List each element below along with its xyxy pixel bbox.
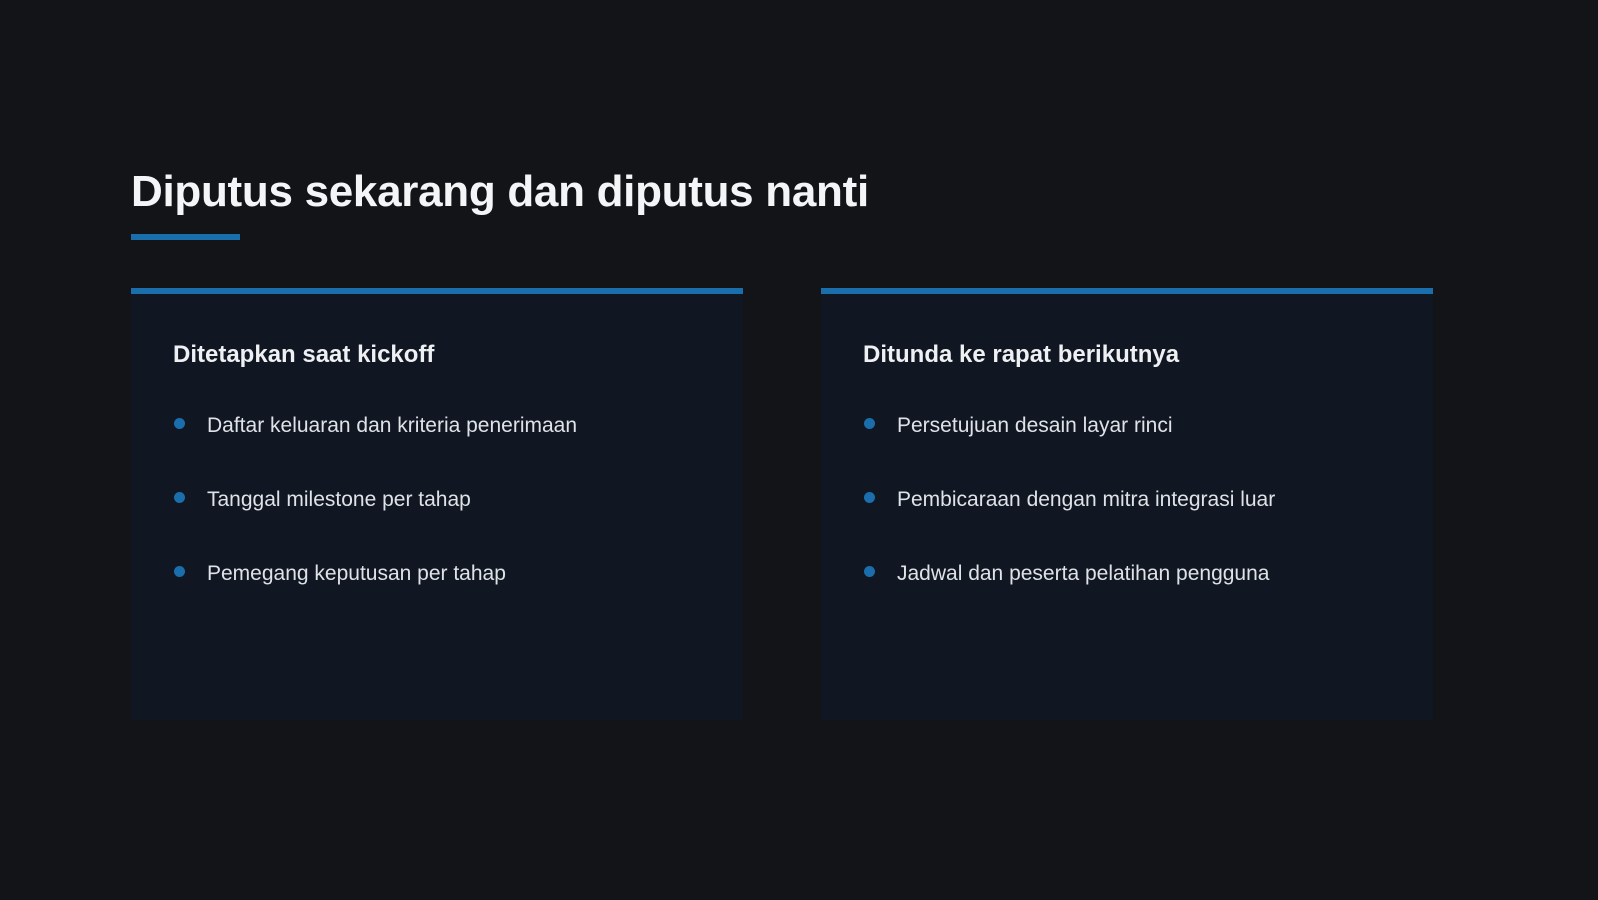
list-item [863, 485, 1275, 559]
title-underline [131, 234, 240, 240]
bullet-dot-icon [864, 566, 875, 577]
card-heading: Ditetapkan saat kickoff [173, 341, 435, 368]
bullet-dot-icon [174, 566, 185, 577]
bullet-dot-icon [864, 492, 875, 503]
bullet-dot-icon [174, 492, 185, 503]
card-accent-bar [131, 288, 743, 294]
card-heading: Ditunda ke rapat berikutnya [863, 341, 1180, 368]
list-item [863, 411, 1275, 485]
list-item [173, 559, 577, 633]
list-item [173, 411, 577, 485]
bullet-list [173, 411, 577, 633]
list-item-text: Jadwal dan peserta pelatihan pengguna [897, 562, 1270, 585]
bullet-dot-icon [174, 418, 185, 429]
bullet-dot-icon [864, 418, 875, 429]
list-item-text: Persetujuan desain layar rinci [897, 414, 1173, 437]
list-item-text: Pemegang keputusan per tahap [207, 562, 506, 585]
bullet-list [863, 411, 1275, 633]
list-item-text: Tanggal milestone per tahap [207, 488, 471, 511]
list-item [863, 559, 1275, 633]
card-decided-now [131, 288, 743, 720]
list-item-text: Daftar keluaran dan kriteria penerimaan [207, 414, 578, 437]
list-item [173, 485, 577, 559]
slide-title: Diputus sekarang dan diputus nanti [131, 167, 869, 216]
card-decided-later [821, 288, 1433, 720]
card-accent-bar [821, 288, 1433, 294]
list-item-text: Pembicaraan dengan mitra integrasi luar [897, 488, 1276, 511]
